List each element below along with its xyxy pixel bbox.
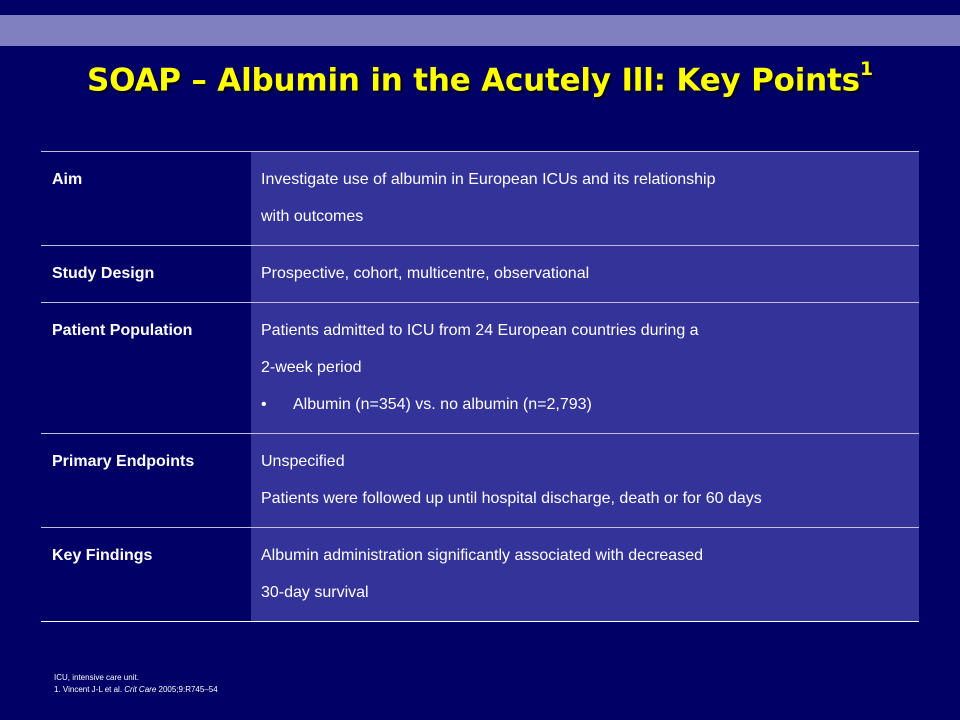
reference-journal: Crit Care	[124, 685, 157, 694]
row-value	[251, 528, 919, 622]
value-line: Unspecified	[261, 453, 345, 470]
row-value	[251, 152, 919, 246]
value-line: Patients were followed up until hospital discharge, death or for 60 days	[261, 490, 762, 507]
value-line: with outcomes	[261, 208, 364, 225]
bullet-text: Albumin (n=354) vs. no albumin (n=2,793)	[293, 396, 592, 413]
table-row-study-design	[41, 246, 919, 303]
value-line: Investigate use of albumin in European ICUs and its relationship	[261, 171, 716, 188]
value-line: 2-week period	[261, 359, 362, 376]
reference-citation: 2005;9:R745–54	[156, 685, 218, 694]
key-points-table	[41, 151, 919, 622]
title-footnote-marker: 1	[859, 58, 873, 80]
row-value	[251, 246, 919, 303]
top-decorative-band	[0, 15, 960, 46]
slide-title	[0, 58, 960, 99]
row-label: Aim	[41, 152, 251, 246]
bullet-icon: •	[261, 396, 267, 413]
reference-note	[54, 684, 218, 696]
abbreviation-note: ICU, intensive care unit.	[54, 673, 139, 682]
table-row-key-findings	[41, 528, 919, 622]
value-line: Albumin administration significantly associated with decreased	[261, 547, 703, 564]
row-label: Key Findings	[41, 528, 251, 622]
row-label: Primary Endpoints	[41, 434, 251, 528]
table-row-primary-endpoints	[41, 434, 919, 528]
row-value	[251, 303, 919, 434]
bullet-item	[261, 396, 919, 414]
value-line: 30-day survival	[261, 584, 369, 601]
reference-authors: 1. Vincent J-L et al.	[54, 685, 125, 694]
row-label: Study Design	[41, 246, 251, 303]
value-line: Patients admitted to ICU from 24 European countries during a	[261, 322, 699, 339]
slide-title-text: SOAP – Albumin in the Acutely Ill: Key Points	[87, 62, 860, 99]
table-row-aim	[41, 152, 919, 246]
row-value	[251, 434, 919, 528]
table-row-patient-population	[41, 303, 919, 434]
row-label: Patient Population	[41, 303, 251, 434]
footnotes	[54, 672, 218, 696]
value-line: Prospective, cohort, multicentre, observational	[261, 265, 590, 282]
